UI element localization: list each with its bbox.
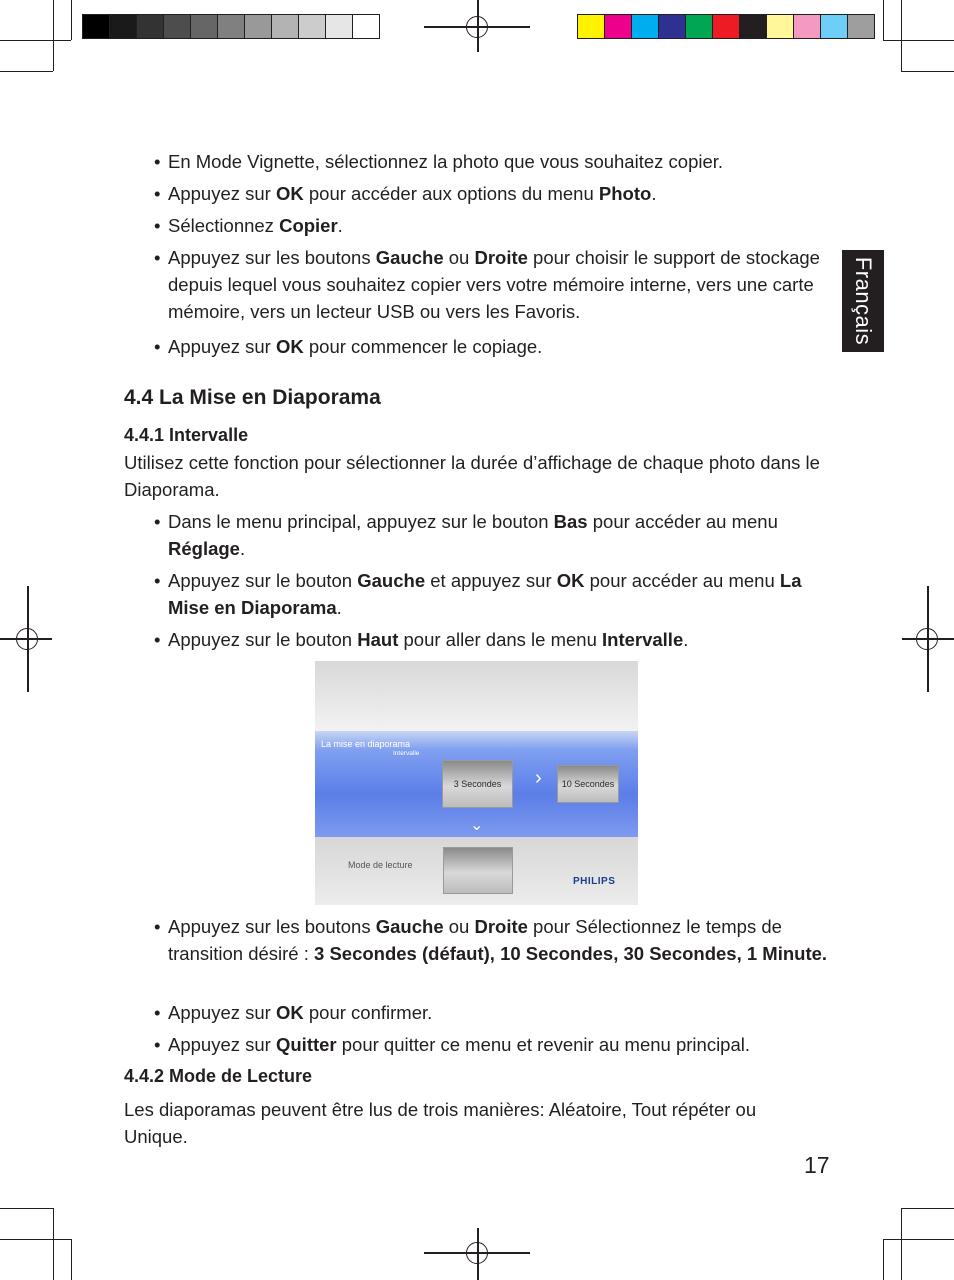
bullet-text: Appuyez sur OK pour commencer le copiage.	[168, 336, 543, 357]
brand-logo: PHILIPS	[573, 876, 616, 887]
color-swatch	[352, 14, 380, 39]
color-swatch	[577, 14, 605, 39]
bullet-dot: •	[154, 1002, 161, 1023]
bullet-item	[154, 244, 834, 325]
language-tab	[842, 250, 884, 352]
bullet-text: Appuyez sur le bouton Haut pour aller dans le menu Intervalle.	[168, 629, 689, 650]
color-swatch	[712, 14, 740, 39]
color-swatch	[109, 14, 137, 39]
bullet-dot: •	[154, 336, 161, 357]
option-next-label: 10 Secondes	[561, 779, 615, 789]
bullet-text: Appuyez sur les boutons Gauche ou Droite pour Sélectionnez le temps de transition désiré : 3 Secondes (défaut), 10 Secondes, 30 Secondes, 1 Minute.	[168, 916, 828, 964]
color-swatch	[217, 14, 245, 39]
bullet-item	[154, 148, 834, 175]
bullet-item	[154, 333, 834, 360]
screenshot-menu-title: La mise en diaporama	[321, 739, 411, 749]
language-tab-label: Français	[851, 256, 876, 346]
bullet-text: Appuyez sur OK pour confirmer.	[168, 1002, 433, 1023]
page-number: 17	[804, 1152, 830, 1178]
color-swatch	[298, 14, 326, 39]
bullet-item	[154, 212, 834, 239]
color-swatch	[685, 14, 713, 39]
color-swatch	[739, 14, 767, 39]
color-swatch	[847, 14, 875, 39]
bullet-item	[154, 567, 834, 621]
bullet-text: En Mode Vignette, sélectionnez la photo que vous souhaitez copier.	[168, 151, 724, 172]
color-swatch	[631, 14, 659, 39]
subsection-title-intervalle: 4.4.1 Intervalle	[124, 425, 249, 445]
screenshot-menu-band	[315, 731, 638, 837]
bullet-dot: •	[154, 1034, 161, 1055]
color-swatch	[244, 14, 272, 39]
screenshot-bottom-label: Mode de lecture	[348, 860, 413, 870]
color-swatch	[190, 14, 218, 39]
bullet-dot: •	[154, 151, 161, 172]
bullet-text: Sélectionnez Copier.	[168, 215, 343, 236]
screenshot-menu-subtitle: Intervalle	[393, 750, 420, 757]
chevron-down-icon: ⌄	[470, 817, 484, 834]
bullet-item	[154, 180, 834, 207]
color-swatch	[820, 14, 848, 39]
chevron-right-icon: ›	[535, 767, 542, 789]
color-swatch	[136, 14, 164, 39]
subsection-title-mode-lecture: 4.4.2 Mode de Lecture	[124, 1066, 313, 1086]
bullet-dot: •	[154, 511, 161, 532]
bullet-item	[154, 626, 834, 653]
bullet-item	[154, 1031, 834, 1058]
bullet-dot: •	[154, 247, 161, 268]
color-swatch	[163, 14, 191, 39]
color-swatch	[325, 14, 353, 39]
bullet-text: Appuyez sur le bouton Gauche et appuyez sur OK pour accéder au menu La Mise en Diaporama.	[168, 570, 802, 618]
bullet-item	[154, 508, 834, 562]
subsection-mode-lecture-text: Les diaporamas peuvent être lus de trois manières: Aléatoire, Tout répéter ou Unique.	[124, 1099, 757, 1147]
color-swatch	[82, 14, 110, 39]
bullet-text: Dans le menu principal, appuyez sur le bouton Bas pour accéder au menu Réglage.	[168, 511, 778, 559]
bullet-dot: •	[154, 183, 161, 204]
bullet-dot: •	[154, 570, 161, 591]
bullet-text: Appuyez sur les boutons Gauche ou Droite pour choisir le support de stockage depuis lequel vous souhaitez copier vers votre mémoire interne, vers une carte mémoire, vers un lecteur USB ou vers les Favoris.	[168, 247, 820, 322]
screenshot-top-area	[315, 661, 638, 731]
device-screenshot	[315, 661, 638, 905]
color-swatch	[766, 14, 794, 39]
option-current-label: 3 Secondes	[453, 779, 502, 789]
color-swatch	[658, 14, 686, 39]
bullet-item	[154, 913, 834, 967]
playback-mode-thumb	[443, 847, 513, 894]
bullet-text: Appuyez sur OK pour accéder aux options du menu Photo.	[168, 183, 657, 204]
option-next-thumb	[557, 765, 619, 803]
bullet-dot: •	[154, 215, 161, 236]
color-swatch	[793, 14, 821, 39]
screenshot-bottom-area	[315, 837, 638, 905]
bullet-item	[154, 999, 834, 1026]
bullet-text: Appuyez sur Quitter pour quitter ce menu et revenir au menu principal.	[168, 1034, 751, 1055]
color-swatch	[604, 14, 632, 39]
subsection-intro: Utilisez cette fonction pour sélectionner la durée d’affichage de chaque photo dans le Diaporama.	[124, 452, 820, 500]
bullet-dot: •	[154, 629, 161, 650]
option-current-thumb	[442, 760, 513, 808]
section-title: 4.4 La Mise en Diaporama	[124, 386, 381, 409]
color-swatch	[271, 14, 299, 39]
bullet-dot: •	[154, 916, 161, 937]
